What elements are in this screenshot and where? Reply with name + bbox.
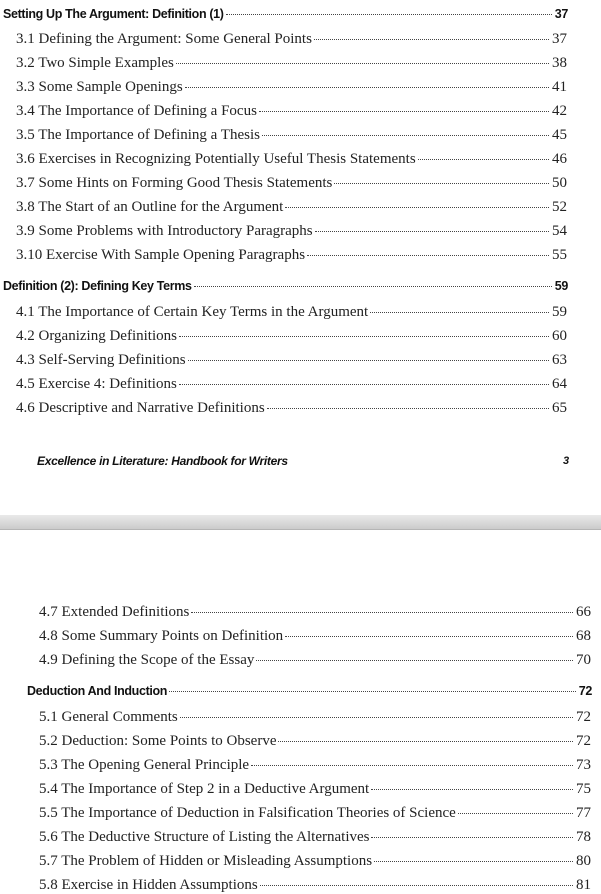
dot-leader [188, 349, 549, 364]
toc-entry-page: 77 [576, 805, 591, 821]
toc-entry-page: 37 [554, 6, 568, 21]
toc-section-entry[interactable] [16, 28, 567, 48]
dot-leader [370, 301, 549, 316]
toc-section-entry[interactable] [16, 244, 567, 264]
toc-entry-page: 55 [552, 247, 567, 263]
dot-leader [226, 5, 552, 18]
toc-entry-label: 4.5 Exercise 4: Definitions [16, 376, 177, 392]
dot-leader [176, 52, 549, 67]
dot-leader [169, 682, 576, 695]
toc-entry-page: 42 [552, 103, 567, 119]
toc-section-entry[interactable] [16, 397, 567, 417]
dot-leader [267, 397, 549, 412]
toc-section-entry[interactable] [16, 124, 567, 144]
dot-leader [180, 706, 573, 721]
toc-entry-page: 45 [552, 127, 567, 143]
toc-section-entry[interactable] [39, 730, 591, 750]
dot-leader [278, 730, 573, 745]
toc-page-bottom [0, 530, 601, 894]
toc-entry-page: 66 [576, 604, 591, 620]
toc-entry-page: 38 [552, 55, 567, 71]
toc-section-entry[interactable] [16, 76, 567, 96]
dot-leader [185, 76, 549, 91]
toc-entry-page: 81 [576, 877, 591, 893]
toc-entry-label: 5.7 The Problem of Hidden or Misleading Assumptions [39, 853, 373, 869]
toc-entry-label: 3.4 The Importance of Defining a Focus [16, 103, 257, 119]
toc-entry-label: 5.3 The Opening General Principle [39, 757, 250, 773]
toc-chapter-entry[interactable] [3, 277, 568, 293]
toc-entry-page: 59 [552, 304, 567, 320]
toc-entry-page: 64 [552, 376, 567, 392]
toc-entry-page: 75 [576, 781, 591, 797]
toc-entry-page: 68 [576, 628, 591, 644]
dot-leader [315, 220, 549, 235]
toc-entry-label: 4.3 Self-Serving Definitions [16, 352, 186, 368]
toc-entry-label: Setting Up The Argument: Definition (1) [3, 6, 224, 21]
toc-section-entry[interactable] [39, 601, 591, 621]
toc-entry-label: 4.9 Defining the Scope of the Essay [39, 652, 255, 668]
dot-leader [259, 100, 549, 115]
dot-leader [374, 850, 573, 865]
toc-entry-label: 5.4 The Importance of Step 2 in a Deductive Argument [39, 781, 370, 797]
toc-entry-page: 72 [576, 733, 591, 749]
dot-leader [371, 778, 573, 793]
toc-entry-label: 4.6 Descriptive and Narrative Definitions [16, 400, 265, 416]
dot-leader [179, 325, 549, 340]
toc-entry-label: 4.2 Organizing Definitions [16, 328, 177, 344]
toc-entry-label: 3.7 Some Hints on Forming Good Thesis Statements [16, 175, 333, 191]
toc-entry-page: 72 [578, 683, 592, 698]
dot-leader [334, 172, 549, 187]
toc-section-entry[interactable] [39, 649, 591, 669]
toc-entry-page: 72 [576, 709, 591, 725]
toc-section-entry[interactable] [39, 625, 591, 645]
toc-section-entry[interactable] [39, 874, 591, 894]
toc-entry-page: 59 [554, 278, 568, 293]
toc-entry-label: 3.5 The Importance of Defining a Thesis [16, 127, 260, 143]
toc-chapter-entry[interactable] [27, 682, 592, 698]
dot-leader [262, 124, 549, 139]
toc-entry-page: 60 [552, 328, 567, 344]
footer-page-number: 3 [563, 455, 570, 467]
toc-entry-label: 3.1 Defining the Argument: Some General Points [16, 31, 312, 47]
dot-leader [458, 802, 573, 817]
toc-chapter-entry[interactable] [3, 5, 568, 21]
toc-entry-label: Definition (2): Defining Key Terms [3, 278, 192, 293]
dot-leader [314, 28, 549, 43]
dot-leader [251, 754, 573, 769]
toc-section-entry[interactable] [16, 349, 567, 369]
toc-entry-page: 41 [552, 79, 567, 95]
toc-section-entry[interactable] [16, 100, 567, 120]
toc-entry-label: 5.8 Exercise in Hidden Assumptions [39, 877, 258, 893]
toc-entry-page: 52 [552, 199, 567, 215]
toc-entry-label: 4.1 The Importance of Certain Key Terms in the Argument [16, 304, 369, 320]
toc-section-entry[interactable] [16, 148, 567, 168]
toc-entry-label: 5.5 The Importance of Deduction in Falsification Theories of Science [39, 805, 456, 821]
page-separator [0, 515, 601, 530]
dot-leader [371, 826, 573, 841]
toc-section-entry[interactable] [39, 802, 591, 822]
toc-section-entry[interactable] [16, 325, 567, 345]
toc-section-entry[interactable] [39, 850, 591, 870]
toc-entry-label: 3.6 Exercises in Recognizing Potentially Useful Thesis Statements [16, 151, 416, 167]
toc-entry-label: 5.6 The Deductive Structure of Listing the Alternatives [39, 829, 370, 845]
dot-leader [285, 196, 549, 211]
toc-entry-page: 37 [552, 31, 567, 47]
toc-entry-label: 5.1 General Comments [39, 709, 178, 725]
dot-leader [260, 874, 573, 889]
toc-entry-label: 3.8 The Start of an Outline for the Argument [16, 199, 284, 215]
toc-section-entry[interactable] [16, 373, 567, 393]
toc-section-entry[interactable] [39, 754, 591, 774]
toc-section-entry[interactable] [39, 826, 591, 846]
toc-entry-page: 63 [552, 352, 567, 368]
dot-leader [307, 244, 549, 259]
dot-leader [191, 601, 573, 616]
toc-section-entry[interactable] [16, 52, 567, 72]
toc-entry-page: 46 [552, 151, 567, 167]
toc-section-entry[interactable] [39, 706, 591, 726]
footer-book-title: Excellence in Literature: Handbook for Writers [37, 454, 288, 468]
toc-entry-page: 54 [552, 223, 567, 239]
toc-entry-page: 80 [576, 853, 591, 869]
dot-leader [194, 277, 552, 290]
dot-leader [256, 649, 573, 664]
dot-leader [285, 625, 573, 640]
toc-entry-page: 78 [576, 829, 591, 845]
toc-entry-page: 65 [552, 400, 567, 416]
toc-entry-label: 4.8 Some Summary Points on Definition [39, 628, 284, 644]
dot-leader [418, 148, 549, 163]
toc-entry-page: 73 [576, 757, 591, 773]
toc-entry-label: Deduction And Induction [27, 683, 168, 698]
toc-entry-label: 4.7 Extended Definitions [39, 604, 190, 620]
toc-entry-label: 3.2 Two Simple Examples [16, 55, 174, 71]
toc-entry-label: 3.3 Some Sample Openings [16, 79, 183, 95]
dot-leader [179, 373, 549, 388]
toc-section-entry[interactable] [16, 196, 567, 216]
toc-entry-page: 70 [576, 652, 591, 668]
toc-section-entry[interactable] [16, 172, 567, 192]
toc-entry-label: 3.9 Some Problems with Introductory Paragraphs [16, 223, 313, 239]
toc-entry-label: 3.10 Exercise With Sample Opening Paragraphs [16, 247, 306, 263]
toc-entry-page: 50 [552, 175, 567, 191]
toc-section-entry[interactable] [16, 301, 567, 321]
toc-entry-label: 5.2 Deduction: Some Points to Observe [39, 733, 277, 749]
toc-section-entry[interactable] [39, 778, 591, 798]
toc-section-entry[interactable] [16, 220, 567, 240]
